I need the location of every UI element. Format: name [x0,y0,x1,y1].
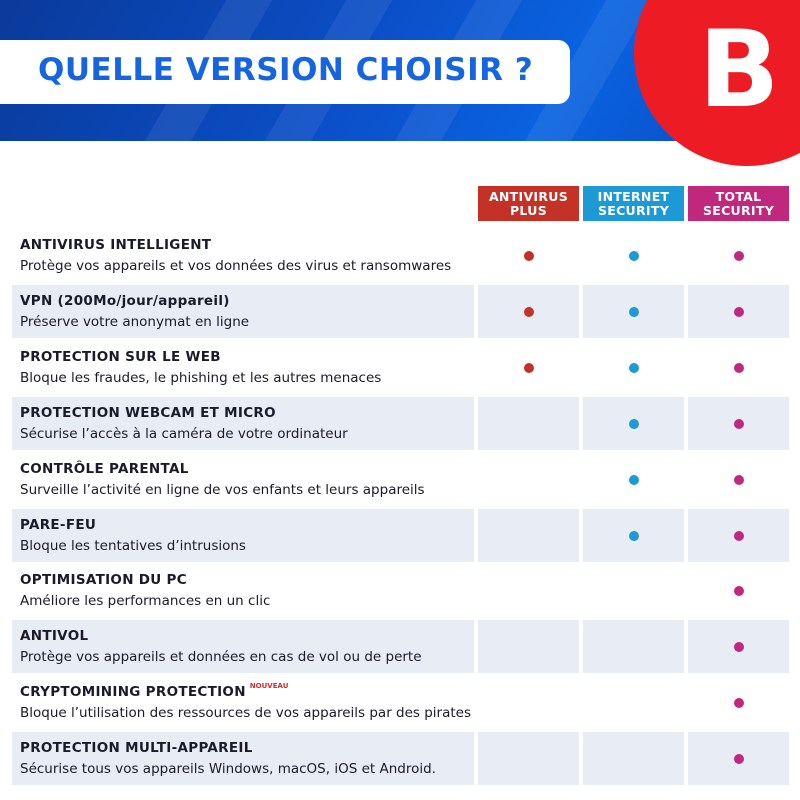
cell-total-security [688,285,789,338]
included-dot-icon [734,251,744,261]
feature-description: Bloque l’utilisation des ressources de vos appareils par des pirates [20,705,472,721]
cell-total-security [688,397,789,450]
cell-internet-security [583,285,684,338]
feature-label-cell [12,509,474,562]
table-row [12,453,789,506]
cell-internet-security [583,564,684,617]
feature-name-text: ANTIVIRUS INTELLIGENT [20,237,212,253]
included-dot-icon [734,642,744,652]
cell-total-security [688,676,789,729]
feature-name-text: CRYPTOMINING PROTECTION [20,684,246,700]
column-header-antivirus-plus: ANTIVIRUS PLUS [478,186,579,221]
cell-internet-security [583,620,684,673]
table-row [12,397,789,450]
included-dot-icon [734,531,744,541]
cell-internet-security [583,676,684,729]
cell-antivirus-plus [478,732,579,785]
cell-total-security [688,229,789,282]
feature-label-cell [12,732,474,785]
feature-name [20,740,253,756]
cell-total-security [688,620,789,673]
cell-antivirus-plus [478,676,579,729]
table-row [12,509,789,562]
feature-label-cell [12,676,474,729]
included-dot-icon [734,307,744,317]
feature-label-cell [12,341,474,394]
cell-total-security [688,732,789,785]
included-dot-icon [524,307,534,317]
feature-name [20,461,189,477]
included-dot-icon [734,363,744,373]
cell-total-security [688,509,789,562]
cell-internet-security [583,453,684,506]
feature-label-cell [12,564,474,617]
included-dot-icon [734,698,744,708]
included-dot-icon [629,251,639,261]
cell-internet-security [583,397,684,450]
cell-total-security [688,453,789,506]
included-dot-icon [734,475,744,485]
table-row [12,564,789,617]
feature-name-text: OPTIMISATION DU PC [20,572,187,588]
cell-antivirus-plus [478,285,579,338]
included-dot-icon [524,251,534,261]
included-dot-icon [734,419,744,429]
table-row [12,676,789,729]
cell-antivirus-plus [478,564,579,617]
feature-label-cell [12,285,474,338]
logo-letter: B [698,8,780,131]
page-title: QUELLE VERSION CHOISIR ? [38,52,534,88]
feature-description: Protège vos appareils et données en cas de vol ou de perte [20,649,422,665]
feature-name-text: PROTECTION SUR LE WEB [20,349,221,365]
cell-antivirus-plus [478,620,579,673]
feature-name [20,684,288,700]
feature-label-cell [12,397,474,450]
feature-name-text: CONTRÔLE PARENTAL [20,461,189,477]
table-row [12,229,789,282]
cell-total-security [688,564,789,617]
cell-antivirus-plus [478,397,579,450]
cell-antivirus-plus [478,509,579,562]
feature-name [20,349,221,365]
feature-description: Sécurise l’accès à la caméra de votre ordinateur [20,426,348,442]
feature-name [20,628,88,644]
included-dot-icon [734,754,744,764]
cell-antivirus-plus [478,229,579,282]
included-dot-icon [629,363,639,373]
feature-name [20,572,187,588]
feature-description: Sécurise tous vos appareils Windows, macOS, iOS et Android. [20,761,436,777]
feature-name [20,517,96,533]
feature-name [20,237,211,253]
table-row [12,732,789,785]
cell-internet-security [583,229,684,282]
feature-description: Surveille l’activité en ligne de vos enfants et leurs appareils [20,482,425,498]
cell-antivirus-plus [478,341,579,394]
feature-name-text: PROTECTION WEBCAM ET MICRO [20,405,276,421]
cell-total-security [688,341,789,394]
feature-name [20,405,276,421]
feature-label-cell [12,453,474,506]
cell-internet-security [583,341,684,394]
cell-internet-security [583,732,684,785]
feature-name-text: PROTECTION MULTI-APPAREIL [20,740,253,756]
new-badge: NOUVEAU [249,682,289,690]
included-dot-icon [629,475,639,485]
table-row [12,620,789,673]
table-row [12,285,789,338]
feature-name [20,293,230,309]
feature-description: Améliore les performances en un clic [20,593,271,609]
feature-description: Bloque les tentatives d’intrusions [20,538,246,554]
included-dot-icon [629,419,639,429]
feature-label-cell [12,620,474,673]
feature-name-text: VPN (200Mo/jour/appareil) [20,293,230,309]
included-dot-icon [734,586,744,596]
column-header-internet-security: INTERNET SECURITY [583,186,684,221]
feature-description: Préserve votre anonymat en ligne [20,314,250,330]
included-dot-icon [629,531,639,541]
feature-name-text: PARE-FEU [20,517,97,533]
included-dot-icon [524,363,534,373]
column-header-total-security: TOTAL SECURITY [688,186,789,221]
cell-internet-security [583,509,684,562]
feature-description: Bloque les fraudes, le phishing et les autres menaces [20,370,382,386]
feature-name-text: ANTIVOL [20,628,89,644]
included-dot-icon [629,307,639,317]
cell-antivirus-plus [478,453,579,506]
feature-description: Protège vos appareils et vos données des virus et ransomwares [20,258,452,274]
table-row [12,341,789,394]
feature-label-cell [12,229,474,282]
